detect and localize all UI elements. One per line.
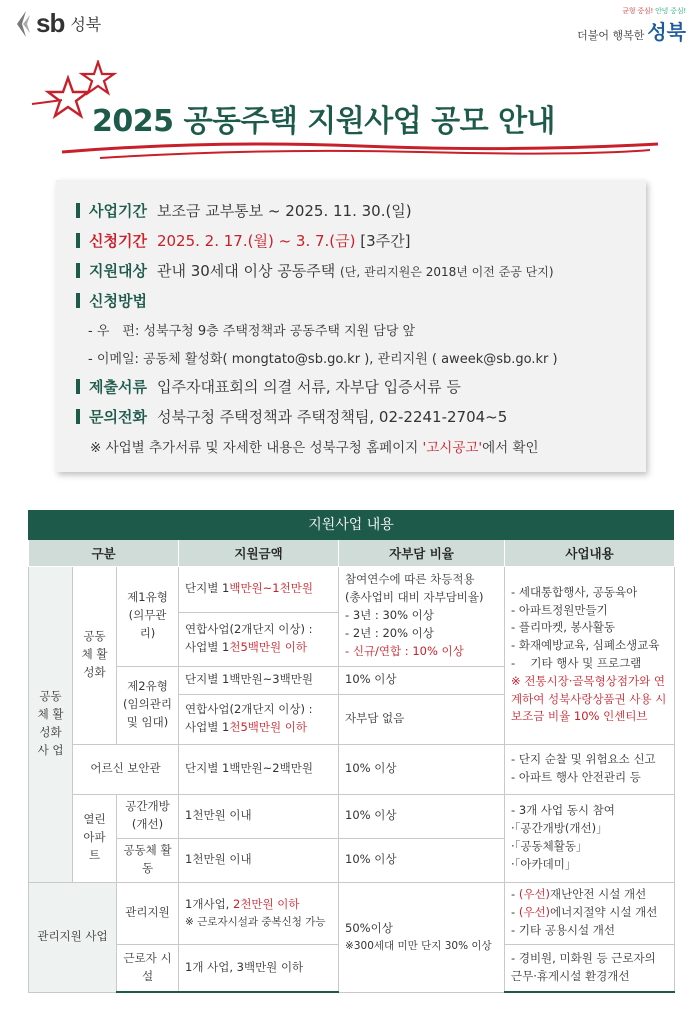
cat-community: 공동체 활성화 사 업 [29, 566, 73, 882]
logo-mark-icon [14, 11, 32, 37]
page-title: 2025 공동주택 지원사업 공모 안내 [92, 104, 556, 139]
type1: 제1유형 (의무관리) [117, 566, 179, 666]
district-slogan [577, 6, 686, 45]
table-row: 연합사업(2개단지 이상) : 사업별 1천5백만원 이하 자부담 없음 [29, 694, 675, 744]
header-category: 구분 [29, 540, 179, 566]
logo-sub: 성북 [70, 15, 102, 34]
table-row: 근로자 시설 1개 사업, 3백만원 이하 - 경비원, 미화원 등 근로자의 근무·휴게시설 환경개선 [29, 944, 675, 992]
docs-value: 입주자대표회의 의결 서류, 자부담 입증서류 등 [156, 378, 461, 396]
table-row: 공동체 활성화 사 업 공동체 활성화 제1유형 (의무관리) 단지별 1백만원~1천만원 참여연수에 따른 차등적용 (총사업비 대비 자부담비율) - 3년 : 30% 이상 - 2년 : 20% 이상 - 신규/연합 : 10% 이상 - 세대통합행사, 공동육아 - 아파트정원만들기 - 플리마켓, 봉사활동 - 화재예방교육, 심폐소생교육 - 기타 행사 및 프로그램 ※ 전통시장·골목형상점가와 연계하여 성북사랑상품권 사용 시 보조금 비율 10% 인센티브 [29, 566, 675, 612]
mgmt-support: 관리지원 [117, 882, 179, 944]
target-value: 관내 30세대 이상 공동주택 [156, 262, 336, 280]
contact-row [76, 406, 628, 427]
open-comm: 공동체 활동 [117, 838, 179, 882]
support-table [28, 510, 674, 993]
method-email: - 이메일: 공동체 활성화( mongtato@sb.go.kr ), 관리지원 ( aweek@sb.go.kr ) [88, 352, 558, 367]
period-row [76, 200, 628, 221]
ratio-cell: 참여연수에 따른 차등적용 (총사업비 대비 자부담비율) - 3년 : 30% 이상 - 2년 : 20% 이상 - 신규/연합 : 10% 이상 [339, 566, 505, 666]
table-row: 연합사업(2개단지 이상) : 사업별 1천5백만원 이하 [29, 612, 675, 666]
table-row: 공동체 활동 1천만원 이내 10% 이상 [29, 838, 675, 882]
target-label: 지원대상 [89, 262, 147, 280]
title-underline [60, 138, 660, 164]
mgmt: 관리지원 사업 [29, 882, 117, 992]
table-row: 제2유형 (임의관리 및 임대) 단지별 1백만원~3백만원 10% 이상 [29, 666, 675, 694]
apply-value: 2025. 2. 17.(월) ~ 3. 7.(금) [156, 232, 356, 250]
slogan-small-2: 안녕 중심! [655, 7, 686, 15]
slogan-small-1: 균형 중심! [622, 7, 654, 15]
sub-community: 공동체 활성화 [73, 566, 117, 744]
contact-value: 성북구청 주택정책과 주택정책팀, 02-2241-2704~5 [156, 408, 508, 426]
sb-logo [14, 8, 101, 39]
info-box [56, 180, 646, 472]
method-mail: - 우 편: 성북구청 9층 주택정책과 공동주택 지원 담당 앞 [88, 324, 416, 339]
open: 열린 아파트 [73, 794, 117, 882]
period-value: 보조금 교부통보 ~ 2025. 11. 30.(일) [156, 202, 412, 220]
table-title: 지원사업 내용 [28, 510, 674, 540]
docs-label: 제출서류 [89, 378, 147, 396]
apply-label: 신청기간 [89, 232, 147, 250]
table-row: 열린 아파트 공간개방 (개선) 1천만원 이내 10% 이상 - 3개 사업 동시 참여 ·「공간개방(개선)」 ·「공동체활동」 ·「아카데미」 [29, 794, 675, 838]
target-row [76, 260, 628, 281]
method-row [76, 290, 628, 311]
period-label: 사업기간 [89, 202, 147, 220]
table-row: 관리지원 사업 관리지원 1개사업, 2천만원 이하 ※ 근로자시설과 중복신청 가능 50%이상 ※300세대 미만 단지 30% 이상 - (우선)재난안전 시설 개선 - (우선)에너지절약 시설 개선 - 기타 공용시설 개선 [29, 882, 675, 944]
slogan-main: 더불어 행복한 [577, 29, 645, 42]
type2: 제2유형 (임의관리 및 임대) [117, 666, 179, 744]
table-row: 어르신 보안관 단지별 1백만원~2백만원 10% 이상 - 단지 순찰 및 위험요소 신고 - 아파트 행사 안전관리 등 [29, 744, 675, 794]
slogan-big: 성북 [647, 20, 686, 44]
logo-text: sb [36, 8, 65, 38]
content-cell: - 세대통합행사, 공동육아 - 아파트정원만들기 - 플리마켓, 봉사활동 - 화재예방교육, 심폐소생교육 - 기타 행사 및 프로그램 ※ 전통시장·골목형상점가와 연계하여 성북사랑상품권 사용 시 보조금 비율 10% 인센티브 [505, 566, 675, 744]
worker: 근로자 시설 [117, 944, 179, 992]
target-note: (단, 관리지원은 2018년 이전 준공 단지) [340, 265, 554, 279]
apply-row [76, 230, 628, 251]
info-note: ※ 사업별 추가서류 및 자세한 내용은 성북구청 홈페이지 '고시공고'에서 확인 [90, 440, 539, 456]
header-amount: 지원금액 [179, 540, 339, 566]
table-header-row [29, 540, 675, 566]
apply-suffix: [3주간] [360, 232, 411, 250]
header-content: 사업내용 [505, 540, 675, 566]
header-ratio: 자부담 비율 [339, 540, 505, 566]
elder: 어르신 보안관 [73, 744, 179, 794]
method-label: 신청방법 [89, 292, 147, 310]
docs-row [76, 376, 628, 397]
contact-label: 문의전화 [89, 408, 147, 426]
notice-link: '고시공고' [422, 440, 483, 456]
open-space: 공간개방 (개선) [117, 794, 179, 838]
